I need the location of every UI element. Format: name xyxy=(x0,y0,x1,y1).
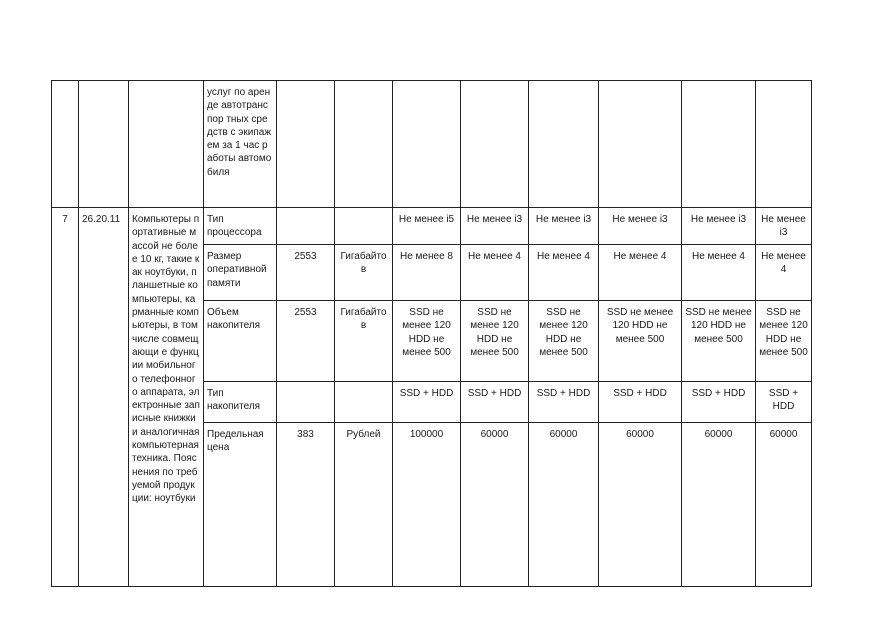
cell-empty xyxy=(393,81,461,208)
okei-code xyxy=(277,208,335,245)
unit-name: Гигабайто в xyxy=(335,301,393,382)
value-cell: Не менее 4 xyxy=(682,245,756,301)
characteristic-name: Размер оперативной памяти xyxy=(204,245,277,301)
value-cell: Не менее i3 xyxy=(529,208,599,245)
okei-code: 2553 xyxy=(277,301,335,382)
cell-empty xyxy=(335,81,393,208)
item-code: 26.20.11 xyxy=(79,208,129,587)
value-cell: SSD + HDD xyxy=(599,382,682,423)
value-cell: SSD + HDD xyxy=(461,382,529,423)
value-cell: 60000 xyxy=(461,423,529,587)
cell-empty xyxy=(756,81,812,208)
value-cell: SSD + HDD xyxy=(756,382,812,423)
value-cell: Не менее i3 xyxy=(461,208,529,245)
value-cell: SSD + HDD xyxy=(529,382,599,423)
value-cell: SSD не менее 120 HDD не менее 500 xyxy=(682,301,756,382)
cell-empty xyxy=(461,81,529,208)
value-cell: Не менее 4 xyxy=(461,245,529,301)
item-name: Компьютеры портативные массой не более 10 кг, такие как ноутбуки, планшетные компьютеры, карманные компьютеры, в том числе совмещающи е функции мобильного телефонного аппарата, электронные записные книжки и аналогичная компьютерная техника. Пояснения по требуемой продукции: ноутбуки xyxy=(129,208,204,587)
value-cell: 60000 xyxy=(756,423,812,587)
characteristic-name: Объем накопителя xyxy=(204,301,277,382)
cell-empty xyxy=(52,81,79,208)
okei-code: 2553 xyxy=(277,245,335,301)
cell-empty xyxy=(277,81,335,208)
unit-name xyxy=(335,208,393,245)
value-cell: SSD не менее 120 HDD не менее 500 xyxy=(393,301,461,382)
spec-table xyxy=(51,80,812,587)
unit-name: Рублей xyxy=(335,423,393,587)
value-cell: Не менее 4 xyxy=(599,245,682,301)
value-cell: SSD + HDD xyxy=(393,382,461,423)
continuation-row xyxy=(52,81,812,208)
value-cell: Не менее 8 xyxy=(393,245,461,301)
value-cell: 100000 xyxy=(393,423,461,587)
value-cell: SSD не менее 120 HDD не менее 500 xyxy=(461,301,529,382)
cell-empty xyxy=(682,81,756,208)
cell-empty xyxy=(129,81,204,208)
value-cell: 60000 xyxy=(682,423,756,587)
okei-code: 383 xyxy=(277,423,335,587)
value-cell: Не менее i3 xyxy=(682,208,756,245)
cell-empty xyxy=(529,81,599,208)
item-number: 7 xyxy=(52,208,79,587)
okei-code xyxy=(277,382,335,423)
characteristic-name: Тип накопителя xyxy=(204,382,277,423)
value-cell: Не менее i3 xyxy=(599,208,682,245)
continuation-description: услуг по аренде автотранспор тных средств с экипажем за 1 час работы автомобиля xyxy=(204,81,277,208)
value-cell: Не менее i3 xyxy=(756,208,812,245)
value-cell: 60000 xyxy=(599,423,682,587)
characteristic-name: Тип процессора xyxy=(204,208,277,245)
characteristic-row xyxy=(52,208,812,245)
value-cell: 60000 xyxy=(529,423,599,587)
value-cell: Не менее i5 xyxy=(393,208,461,245)
value-cell: SSD не менее 120 HDD не менее 500 xyxy=(529,301,599,382)
value-cell: Не менее 4 xyxy=(756,245,812,301)
value-cell: Не менее 4 xyxy=(529,245,599,301)
cell-empty xyxy=(79,81,129,208)
unit-name xyxy=(335,382,393,423)
value-cell: SSD не менее 120 HDD не менее 500 xyxy=(599,301,682,382)
value-cell: SSD не менее 120 HDD не менее 500 xyxy=(756,301,812,382)
unit-name: Гигабайто в xyxy=(335,245,393,301)
value-cell: SSD + HDD xyxy=(682,382,756,423)
cell-empty xyxy=(599,81,682,208)
characteristic-name: Предельная цена xyxy=(204,423,277,587)
